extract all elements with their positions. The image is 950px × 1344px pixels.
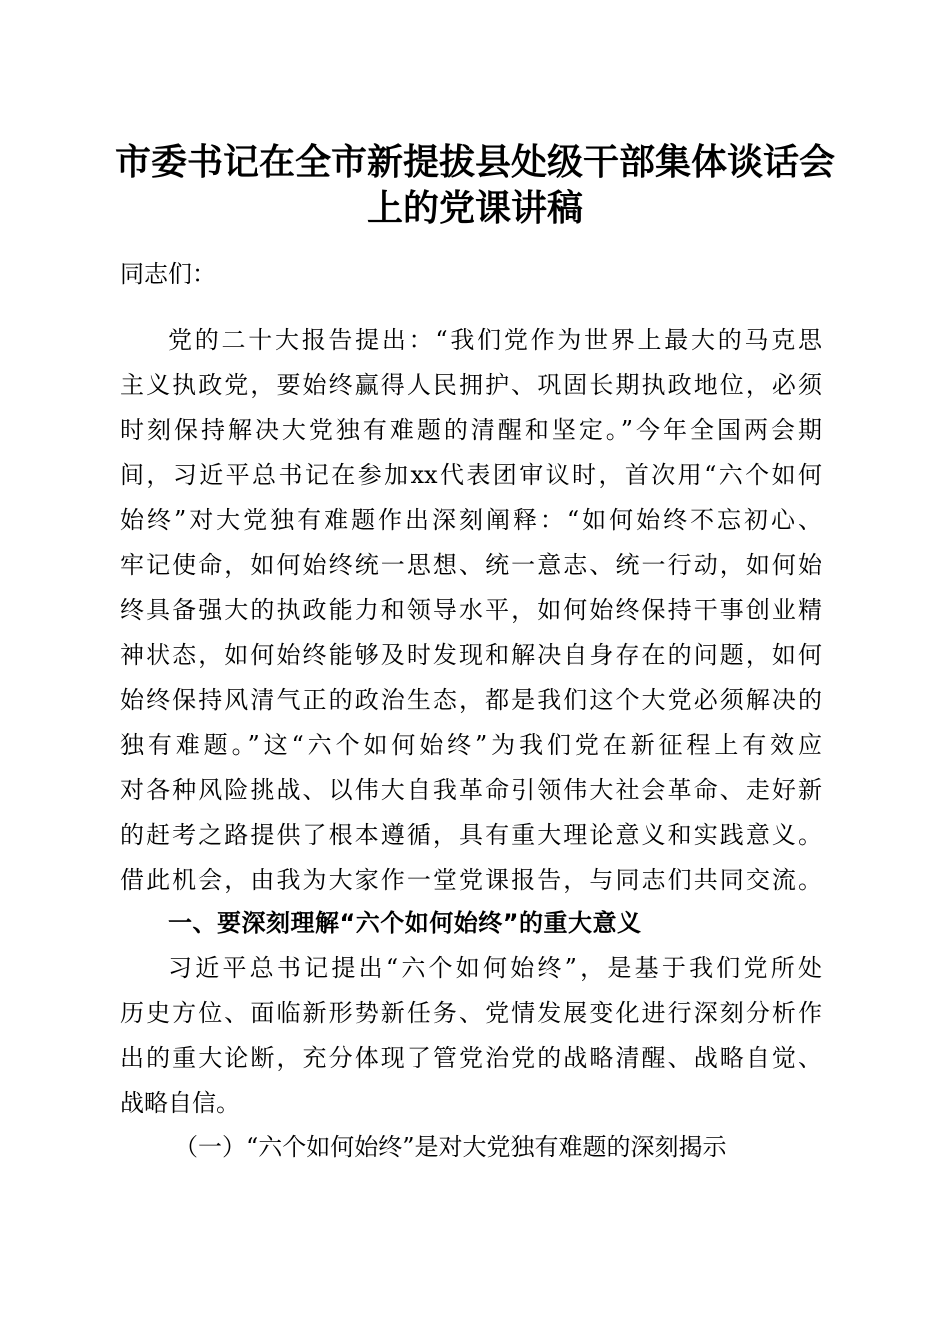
subsection-heading-1: （一）“六个如何始终”是对大党独有难题的深刻揭示 [174, 1133, 727, 1161]
paragraph-1-line: 借此机会，由我为大家作一堂党课报告，与同志们共同交流。 [120, 866, 822, 894]
paragraph-1-line: 始终保持风清气正的政治生态，都是我们这个大党必须解决的 [120, 686, 822, 714]
paragraph-1-line: 独有难题。”这“六个如何始终”为我们党在新征程上有效应 [120, 731, 822, 759]
paragraph-1-line: 党的二十大报告提出：“我们党作为世界上最大的马克思 [168, 326, 822, 354]
paragraph-1-line: 时刻保持解决大党独有难题的清醒和坚定。”今年全国两会期 [120, 416, 822, 444]
paragraph-1-line: 间，习近平总书记在参加xx代表团审议时，首次用“六个如何 [120, 461, 822, 489]
document-title-line-1: 市委书记在全市新提拔县处级干部集体谈话会 [114, 141, 835, 183]
paragraph-1-line: 对各种风险挑战、以伟大自我革命引领伟大社会革命、走好新 [120, 776, 822, 804]
paragraph-1-line: 主义执政党，要始终赢得人民拥护、巩固长期执政地位，必须 [120, 371, 822, 399]
paragraph-2-line: 历史方位、面临新形势新任务、党情发展变化进行深刻分析作 [120, 999, 822, 1027]
paragraph-2-line: 战略自信。 [120, 1089, 240, 1117]
paragraph-1-line: 始终”对大党独有难题作出深刻阐释：“如何始终不忘初心、 [120, 506, 822, 534]
paragraph-2-line: 习近平总书记提出“六个如何始终”，是基于我们党所处 [168, 954, 822, 982]
paragraph-1-line: 牢记使命，如何始终统一思想、统一意志、统一行动，如何始 [120, 551, 822, 579]
document-title-line-2: 上的党课讲稿 [366, 187, 583, 229]
paragraph-1-line: 的赶考之路提供了根本遵循，具有重大理论意义和实践意义。 [120, 821, 822, 849]
paragraph-1-line: 神状态，如何始终能够及时发现和解决自身存在的问题，如何 [120, 641, 822, 669]
paragraph-1-line: 终具备强大的执政能力和领导水平，如何始终保持干事创业精 [120, 596, 822, 624]
salutation: 同志们： [120, 260, 216, 288]
section-heading-1: 一、要深刻理解“六个如何始终”的重大意义 [168, 909, 642, 937]
paragraph-2-line: 出的重大论断，充分体现了管党治党的战略清醒、战略自觉、 [120, 1044, 822, 1072]
